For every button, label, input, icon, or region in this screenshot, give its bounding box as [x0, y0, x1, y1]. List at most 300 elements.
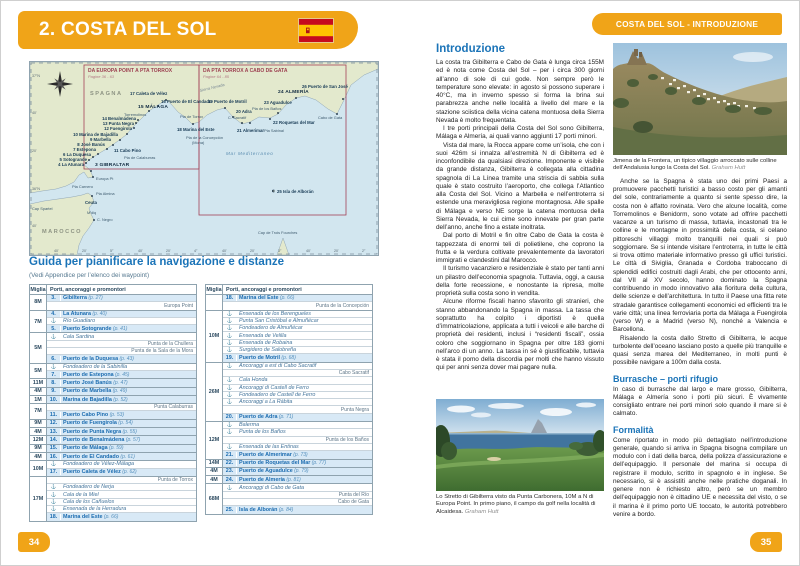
svg-text:40': 40'	[138, 249, 143, 253]
svg-text:3 GIBRALTAR: 3 GIBRALTAR	[95, 163, 130, 168]
table-row	[47, 461, 196, 468]
table-row	[223, 385, 372, 392]
table-row	[47, 491, 196, 498]
photo-credit: Graham Hutt	[464, 508, 499, 515]
svg-text:Cap de Trois Fourches: Cap de Trois Fourches	[258, 230, 298, 235]
svg-text:Ceuta: Ceuta	[85, 200, 97, 205]
table-row: Punta del Río	[223, 492, 372, 499]
table-row	[47, 420, 196, 427]
entry-name: Puerto de Málaga (p. 59)	[63, 445, 124, 452]
svg-text:4°: 4°	[194, 249, 198, 253]
distance-group	[30, 388, 196, 396]
miles-cell: 8M	[30, 295, 47, 310]
table-row	[47, 469, 196, 476]
entry-name: Fondeadero de Nerja	[63, 484, 114, 491]
miles-cell: 9M	[30, 420, 47, 427]
table-row	[223, 422, 372, 429]
entry-name: Marina del Este (p. 66)	[63, 513, 119, 520]
formalita-text: Come riportato in modo più dettagliato nell’introduzione generale, quando si arriva in Spagna bisogna compilare un modulo con i dati della barca, della polizza d’assicurazione e dell’equipaggio. Il personale del marina si occupa di registrare il modulo, scritto in spagnolo e in inglese. Se necessario, si è assistiti anche nelle pratiche doganali. In genere non è richiesto altro, però se un membro dell’equipaggio non è cittadino UE e necessita del visto, o se il marina è il primo porto UE toccato, le autorità potrebbero venire a bordo.	[613, 436, 787, 518]
entry-name: Cala Honda	[239, 377, 268, 384]
distance-group	[30, 379, 196, 387]
table-row	[223, 429, 372, 436]
table-row	[47, 311, 196, 318]
svg-text:20': 20'	[250, 249, 255, 253]
distance-group	[30, 436, 196, 444]
miles-cell: 17M	[30, 477, 47, 521]
photo-jimena-village	[613, 43, 787, 155]
miles-cell: 1M	[30, 396, 47, 403]
table-header	[206, 285, 372, 295]
svg-text:6 La Duquesa: 6 La Duquesa	[63, 152, 91, 157]
miles-cell: 4M	[206, 468, 223, 475]
table-row	[223, 363, 372, 370]
svg-text:4 La Atunara: 4 La Atunara	[58, 162, 84, 167]
svg-text:SPAGNA: SPAGNA	[90, 91, 123, 97]
entry-name: Puerto de Benalmádena (p. 57)	[63, 436, 141, 443]
svg-text:3°: 3°	[278, 249, 282, 253]
anchor-icon: ⚓	[226, 325, 233, 331]
anchor-icon: ⚓	[50, 484, 57, 490]
table-row	[47, 411, 196, 418]
entry-name: Ancoraggi a est di Cabo Sacratif	[239, 362, 317, 369]
svg-text:20 Adra: 20 Adra	[236, 109, 252, 114]
caption-text: Jimena de la Frontera, un tipico villaggio arroccato sulle colline dell’Andalusia lungo la Costa del Sol.	[613, 157, 777, 172]
svg-text:5 Sotogrande: 5 Sotogrande	[59, 157, 87, 162]
miles-cell	[206, 295, 223, 310]
photo-credit: Graham Hutt	[711, 165, 746, 172]
miles-cell: 7M	[30, 311, 47, 333]
table-row	[47, 295, 196, 302]
entry-name: Puerto de Motril (p. 68)	[239, 355, 296, 362]
svg-text:20': 20'	[82, 249, 87, 253]
table-row	[223, 377, 372, 384]
entry-name: Fondeadero de Vélez-Málaga	[63, 461, 135, 468]
second-column	[613, 43, 787, 552]
anchor-icon: ⚓	[226, 392, 233, 397]
svg-text:Mar Mediterraneo: Mar Mediterraneo	[226, 151, 274, 156]
svg-text:Pta de los Baños: Pta de los Baños	[252, 106, 282, 111]
paragraph: Alcune riforme fiscali hanno sfavorito gli stranieri, che stanno abbandonando la Spagna in massa. La tassa che soprattutto ha colpito i diportisti è quella d’immatricolazione, applicata a tutti i veicoli e alle barche di proprietà dei residenti, inclusi i “residenti fiscali”, ossia coloro che soggiornano in Spagna per oltre 183 giorni nell’arco di un anno. La tassa in sé è giustificabile, tuttavia è stata il pomo della discordia per molti che hanno vissuto qui per anni senza dover mai pagare nulla.	[436, 298, 604, 372]
svg-text:26 Puerto de San José: 26 Puerto de San José	[302, 84, 348, 89]
distance-group	[30, 461, 196, 477]
port-number: 16.	[47, 454, 61, 460]
svg-text:37°N: 37°N	[32, 74, 41, 78]
miles-cell: 10M	[30, 461, 47, 476]
svg-text:8 José Banús: 8 José Banús	[77, 142, 105, 147]
table-row	[223, 468, 372, 475]
miles-cell: 5M	[30, 333, 47, 362]
port-number: 9.	[47, 388, 61, 394]
nav-table-right-body	[206, 295, 372, 514]
port-number: 15.	[47, 445, 61, 451]
miles-cell: 12M	[30, 436, 47, 443]
distance-group	[30, 420, 196, 428]
table-row	[47, 436, 196, 443]
table-row	[223, 295, 372, 302]
paragraph: Risalendo la costa dallo Stretto di Gibilterra, le acque turbolente dell’oceano lasciano posto a quelle più tranquille e quasi senza marea del Mediterraneo, in molti punti è possibile navigare a 100m dalla costa.	[613, 334, 787, 367]
anchor-icon: ⚓	[50, 318, 57, 324]
photo-golf-gibraltar	[436, 399, 604, 491]
entry-name: Ancoraggi di Castell de Ferro	[239, 384, 309, 391]
miles-cell: 4M	[30, 428, 47, 435]
svg-text:36°N: 36°N	[32, 187, 41, 191]
table-row	[223, 311, 372, 318]
table-row: Europa Point	[164, 302, 193, 309]
coast-overview-map	[29, 61, 379, 256]
anchor-icon: ⚓	[226, 377, 233, 383]
formalita-heading: Formalità	[613, 424, 654, 435]
entry-name: Punta de los Baños	[239, 429, 286, 436]
port-number: 6.	[47, 356, 61, 362]
paragraph: La costa tra Gibilterra e Cabo de Gata è lunga circa 155M ed è nota come Costa del Sol – per i circa 300 giorni all’anno di sole di cui gode. Non sempre però le temperature sono elevate: in agosto si possono superare i 40°C, ma in inverno spesso si forma la brina sui parabrezza anche nelle località a livello del mare e la stazione sciistica della vicina catena montuosa della Sierra Nevada è molto frequentata.	[436, 59, 604, 124]
svg-text:24 ALMERÍA: 24 ALMERÍA	[278, 90, 309, 95]
svg-text:10 Marina de Bajadilla: 10 Marina de Bajadilla	[73, 132, 118, 137]
svg-text:16 Puerto de El Candado: 16 Puerto de El Candado	[161, 99, 212, 104]
svg-text:(Mona): (Mona)	[192, 140, 205, 145]
guide-heading: Guida per pianificare la navigazione e distanze	[29, 256, 284, 268]
table-row	[47, 453, 196, 460]
distance-group	[30, 477, 196, 521]
entry-name: Puerto de Almería (p. 81)	[239, 476, 301, 483]
section-header: COSTA DEL SOL - INTRODUZIONE	[592, 13, 782, 35]
distance-group	[30, 445, 196, 453]
table-row	[223, 451, 372, 458]
svg-text:40': 40'	[54, 249, 59, 253]
port-number: 21.	[223, 452, 237, 458]
page-number-right: 35	[750, 532, 782, 552]
paragraph: Il turismo vacanziero e residenziale è stato per tanti anni un pilastro dell’economia spagnola. Tuttavia, oggi, a causa della forte recessione, e nonostante la ripresa, molte proprietà sulla costa sono in vendita.	[436, 265, 604, 297]
anchor-icon: ⚓	[226, 422, 233, 428]
anchor-icon: ⚓	[50, 333, 57, 339]
distance-group	[30, 364, 196, 380]
table-row	[223, 392, 372, 399]
table-row	[223, 325, 372, 332]
table-row	[47, 506, 196, 513]
nav-table-right	[205, 284, 373, 515]
entry-name: Fondeadero de la Sabinilla	[63, 363, 128, 370]
table-row: Cabo Sacratif	[223, 370, 372, 377]
chapter-title: 2. COSTA DEL SOL	[39, 19, 217, 40]
port-number: 17.	[47, 469, 61, 475]
port-number: 5.	[47, 326, 61, 332]
photo-village-block	[613, 43, 787, 173]
entry-name: Puerto de Roquetas del Mar (p. 77)	[239, 460, 327, 467]
svg-text:Pta Sabinal: Pta Sabinal	[264, 128, 284, 133]
svg-text:DA EUROPA POINT A PTA TORROX: DA EUROPA POINT A PTA TORROX	[88, 68, 173, 74]
spain-flag-icon	[298, 18, 334, 43]
entry-name: Ensenada de las Entinas	[239, 444, 299, 451]
anchor-icon: ⚓	[226, 444, 233, 450]
anchor-icon: ⚓	[226, 318, 233, 324]
anchor-icon: ⚓	[226, 429, 233, 435]
col-header-ports: Porti, ancoraggi e promontori	[226, 286, 302, 293]
svg-text:DA PTA TORROX A CABO DE GATA: DA PTA TORROX A CABO DE GATA	[203, 68, 288, 74]
table-row	[47, 445, 196, 452]
port-number: 14.	[47, 437, 61, 443]
svg-text:11 Cabo Pino: 11 Cabo Pino	[114, 148, 141, 153]
svg-text:Pta Carnero: Pta Carnero	[72, 184, 93, 189]
svg-text:Cap Spartel: Cap Spartel	[32, 206, 53, 211]
entry-name: Cala de los Cañuelos	[63, 498, 115, 505]
table-row	[47, 428, 196, 435]
distance-group	[30, 404, 196, 420]
svg-text:20': 20'	[166, 249, 171, 253]
svg-text:18 Marina del Este: 18 Marina del Este	[177, 127, 215, 132]
svg-text:C. Sacratif: C. Sacratif	[228, 115, 247, 120]
entry-name: Surgidero de Salobreña	[239, 347, 296, 354]
nav-table-left-body	[30, 295, 196, 521]
photo-village-caption	[613, 158, 787, 173]
paragraph: Vista dal mare, la Rocca appare come un’isola, che con i suoi 426m si innalza all’estremità N di Gibilterra ed è inconfondibile da qualsiasi direzione. Imponente e visibile da grande distanza, Gibilterra è collegata alla cittadina spagnola di La Línea tramite una striscia di sabbia sulla quale è stato costruito l’aeroporto, che collega l’Atlantico alla Costa del Sol. Vicino a Marbella e nell’entroterra si estende una meravigliosa regione montagnosa. Alle spalle di Málaga e verso NE sorge la catena montuosa della Sierra Nevada, le cui cime sono innevate per gran parte dell’anno, anche fino a estate inoltrata.	[436, 141, 604, 231]
paragraph: Anche se la Spagna è stata uno dei primi Paesi a promuovere pacchetti turistici a basso costo per gli amanti del sole, contrariamente a quanto si sente spesso dire, la costa non è affatto rovinata. Vero che alcune località, come Torremolinos e Benidorm, sono votate ad offrire pacchetti vacanze a un turismo di massa, tuttavia, incastonati tra le colline e le montagne in prossimità della costa, si celano pittoreschi villaggi molto tranquilli nei quali si può soggiornare. Se si intende visitare l’entroterra, in tutte le città si trova ottimo materiale informativo presso gli uffici turistici. Le città di Siviglia, Granada e Cordoba traboccano di splendidi edifici costruiti dagli Arabi, che per ottocento anni, dal VII al XV secolo, hanno dominato la Spagna contribuendo in modo innovativo alla fioritura della cultura, delle scienze e dell’architettura. In tutto il Paese una fitta rete stradale garantisce collegamenti economici ed efficienti tra le varie città; una linea ferroviaria porta da Málaga a Fuengirola (verso W) e a Madrid (verso N), nonché a Valencia e Barcellona.	[613, 177, 787, 334]
svg-text:Pagine 36 - 63: Pagine 36 - 63	[88, 74, 115, 79]
table-row: Punta de la Chullera	[47, 341, 196, 348]
entry-name: Ancoraggi a La Rábita	[239, 399, 293, 406]
svg-text:40': 40'	[32, 224, 37, 228]
intro-paragraphs	[436, 59, 604, 373]
table-row	[47, 364, 196, 371]
port-number: 23.	[223, 468, 237, 474]
table-row	[47, 484, 196, 491]
entry-name: Puerto de Aguadulce (p. 79)	[239, 468, 309, 475]
second-column-paragraphs	[613, 178, 787, 368]
anchor-icon: ⚓	[50, 363, 57, 369]
col-header-ports: Porti, ancoraggi e promontori	[50, 286, 126, 293]
entry-name: Puerto de Marbella (p. 49)	[63, 388, 128, 395]
entry-name: Puerto de Estepona (p. 45)	[63, 371, 130, 378]
table-row	[223, 354, 372, 361]
miles-cell: 4M	[206, 476, 223, 483]
svg-text:Cabo de Gata: Cabo de Gata	[318, 115, 343, 120]
svg-text:40': 40'	[222, 249, 227, 253]
anchor-icon: ⚓	[226, 339, 233, 345]
guide-subheading: (Vedi Appendice per l’elenco dei waypoint)	[29, 272, 150, 279]
entry-name: Puerto Sotogrande (p. 41)	[63, 325, 128, 332]
entry-name: Marina del Este (p. 66)	[239, 295, 295, 302]
port-number: 22.	[223, 460, 237, 466]
svg-text:MAROCCO: MAROCCO	[42, 229, 83, 235]
table-row	[223, 506, 372, 513]
table-header	[30, 285, 196, 295]
entry-name: Puerto de El Candado (p. 61)	[63, 453, 135, 460]
table-row	[223, 484, 372, 491]
entry-name: La Atunara (p. 40)	[63, 310, 107, 317]
distance-group	[30, 453, 196, 461]
table-row	[47, 513, 196, 520]
entry-name: Puerto de Almerimar (p. 73)	[239, 451, 308, 458]
table-row	[223, 476, 372, 483]
port-number: 18.	[47, 514, 61, 520]
anchor-icon: ⚓	[226, 399, 233, 405]
entry-name: Puerto Cabo Pino (p. 53)	[63, 412, 125, 419]
table-row: Punta de la Concepción	[315, 302, 369, 309]
entry-name: Gibilterra (p. 27)	[63, 295, 103, 302]
table-row	[47, 371, 196, 378]
svg-text:Pta de Torrox: Pta de Torrox	[180, 114, 204, 119]
table-row: Punta de Torrox	[47, 477, 196, 484]
table-row	[47, 333, 196, 340]
svg-text:Pagine 64 - 85: Pagine 64 - 85	[203, 74, 230, 79]
miles-cell: 7M	[30, 404, 47, 419]
entry-name: Fondeadero de Almuñécar	[239, 325, 303, 332]
port-number: 8.	[47, 380, 61, 386]
table-row	[47, 325, 196, 332]
table-row	[223, 318, 372, 325]
svg-text:2°: 2°	[362, 249, 366, 253]
table-row	[47, 499, 196, 506]
svg-text:21 Almerimar: 21 Almerimar	[237, 128, 265, 133]
entry-name: Cala de la Miel	[63, 491, 99, 498]
anchor-icon: ⚓	[226, 484, 233, 490]
miles-cell: 11M	[30, 379, 47, 386]
port-number: 4.	[47, 311, 61, 317]
chapter-header	[18, 11, 358, 49]
table-row: Punta de los Baños	[223, 437, 372, 444]
port-number: 19.	[223, 355, 237, 361]
miles-cell: 5M	[30, 364, 47, 379]
table-row	[47, 379, 196, 386]
table-row: Punta de la Sala de la Mora	[47, 348, 196, 355]
distance-group	[206, 484, 372, 513]
photo-strait-caption	[436, 494, 604, 517]
entry-name: Puerto José Banús (p. 47)	[63, 379, 128, 386]
miles-cell: 26M	[206, 363, 223, 421]
port-number: 3.	[47, 295, 61, 301]
port-number: 10.	[47, 397, 61, 403]
page-number-left: 34	[18, 532, 50, 552]
entry-name: Isla de Alborán (p. 84)	[239, 506, 294, 513]
entry-name: Ensenada de Velilla	[239, 332, 287, 339]
svg-text:40': 40'	[306, 249, 311, 253]
distance-group	[206, 460, 372, 468]
distance-group	[206, 422, 372, 459]
entry-name: Puerto de Adra (p. 71)	[239, 414, 294, 421]
table-row	[223, 340, 372, 347]
distance-group	[30, 295, 196, 311]
distance-group	[206, 363, 372, 422]
port-number: 25.	[223, 507, 237, 513]
port-number: 11.	[47, 412, 61, 418]
distance-group	[206, 476, 372, 484]
miles-cell: 14M	[206, 460, 223, 467]
svg-text:20': 20'	[32, 149, 37, 153]
port-number: 7.	[47, 372, 61, 378]
miles-cell: 4M	[30, 453, 47, 460]
svg-text:40': 40'	[32, 111, 37, 115]
anchor-icon: ⚓	[226, 362, 233, 368]
table-row: Punta Negra	[223, 406, 372, 413]
svg-text:Pta Almina: Pta Almina	[96, 191, 115, 196]
entry-name: Puerto Caleta de Vélez (p. 62)	[63, 469, 137, 476]
entry-name: Cala Sardina	[63, 333, 95, 340]
miles-cell: 12M	[206, 422, 223, 458]
distance-group	[30, 333, 196, 363]
miles-cell: 9M	[30, 445, 47, 452]
table-row	[223, 444, 372, 451]
table-row	[223, 460, 372, 467]
distance-group	[30, 428, 196, 436]
anchor-icon: ⚓	[226, 310, 233, 316]
distance-group	[30, 311, 196, 334]
port-number: 24.	[223, 477, 237, 483]
anchor-icon: ⚓	[226, 347, 233, 353]
svg-text:22 Roquetas del Mar: 22 Roquetas del Mar	[273, 120, 315, 125]
distance-group	[206, 468, 372, 476]
svg-text:5°: 5°	[110, 249, 114, 253]
anchor-icon: ⚓	[50, 506, 57, 512]
svg-text:25 Isla de Alborán: 25 Isla de Alborán	[277, 189, 314, 194]
entry-name: Ensenada de Robaina	[239, 339, 293, 346]
svg-text:17 Caleta de Vélez: 17 Caleta de Vélez	[130, 91, 168, 96]
burrasche-text: In caso di burrasche dal largo e mare grosso, Gibilterra, Málaga e Almería sono i porti più sicuri. È vivamente consigliato entrare nei porti minori solo quando il mare si è calmato.	[613, 385, 787, 418]
intro-column	[436, 43, 604, 396]
svg-text:23 Aguadulce: 23 Aguadulce	[264, 100, 292, 105]
svg-text:15 MÁLAGA: 15 MÁLAGA	[138, 105, 169, 110]
photo-strait-block	[436, 399, 604, 517]
col-header-miles: Miglia	[206, 286, 222, 293]
entry-name: Fondeadero de Castell de Ferro	[239, 392, 316, 398]
anchor-icon: ⚓	[226, 332, 233, 338]
svg-text:19 Puerto de Motril: 19 Puerto de Motril	[208, 99, 247, 104]
table-row	[223, 414, 372, 421]
paragraph: Dal porto di Motril e fin oltre Cabo de Gata la costa è tappezzata di enormi teli di polietilene, che coprono la frutta e la verdura coltivate prevalentemente da lavoratori immigrati e clandestini dal Marocco.	[436, 232, 604, 264]
port-number: 18.	[223, 295, 237, 301]
anchor-icon: ⚓	[50, 491, 57, 497]
miles-cell: 68M	[206, 484, 223, 513]
distance-group	[206, 311, 372, 363]
anchor-icon: ⚓	[226, 384, 233, 390]
svg-text:Pta de Calaburras: Pta de Calaburras	[124, 155, 156, 160]
svg-text:12 Fuengirola: 12 Fuengirola	[104, 126, 132, 131]
port-number: 13.	[47, 429, 61, 435]
svg-text:13 Punta Negra: 13 Punta Negra	[102, 121, 134, 126]
svg-text:M'diq: M'diq	[87, 210, 97, 215]
svg-text:Sierra Nevada: Sierra Nevada	[199, 81, 226, 93]
intro-heading: Introduzione	[436, 43, 505, 55]
miles-cell: 10M	[206, 311, 223, 362]
caption-text: Lo Stretto di Gibilterra visto da Punta Carbonera, 10M a N di Europa Point. In primo piano, il campo da golf nella località di Alcaidesa.	[436, 493, 596, 515]
burrasche-heading: Burrasche – porti rifugio	[613, 373, 719, 384]
paragraph: I tre porti principali della Costa del Sol sono Gibilterra, Málaga e Almería, ai quali vanno aggiunti 17 porti minori.	[436, 125, 604, 141]
table-row: Cabo de Gata	[223, 499, 372, 506]
entry-name: Marina de Bajadilla (p. 52)	[63, 396, 128, 403]
svg-text:C. Negro: C. Negro	[97, 217, 113, 222]
entry-name: Río Guadiaro	[63, 318, 96, 325]
entry-name: Puerto de la Duquesa (p. 43)	[63, 356, 134, 363]
entry-name: Ensenada de la Herradura	[63, 506, 127, 513]
distance-group	[206, 295, 372, 311]
miles-cell: 4M	[30, 388, 47, 395]
anchor-icon: ⚓	[50, 498, 57, 504]
table-row	[47, 396, 196, 403]
svg-text:9 Marbella: 9 Marbella	[89, 137, 111, 142]
port-number: 12.	[47, 420, 61, 426]
table-row: Punta Calaburras	[47, 404, 196, 411]
table-row	[47, 355, 196, 362]
svg-text:Pta de la Concepción: Pta de la Concepción	[186, 135, 223, 140]
svg-text:20': 20'	[334, 249, 339, 253]
anchor-icon: ⚓	[50, 461, 57, 467]
entry-name: Puerto de Punta Negra (p. 55)	[63, 428, 137, 435]
entry-name: Balerma	[239, 422, 260, 429]
distance-group	[30, 396, 196, 404]
table-row	[223, 399, 372, 406]
entry-name: Ensenada de los Berengueles	[239, 310, 311, 317]
port-number: 20.	[223, 414, 237, 420]
entry-name: Ancoraggi di Cabo de Gata	[239, 484, 305, 491]
table-row	[47, 388, 196, 395]
entry-name: Puerto de Fuengirola (p. 54)	[63, 420, 133, 427]
